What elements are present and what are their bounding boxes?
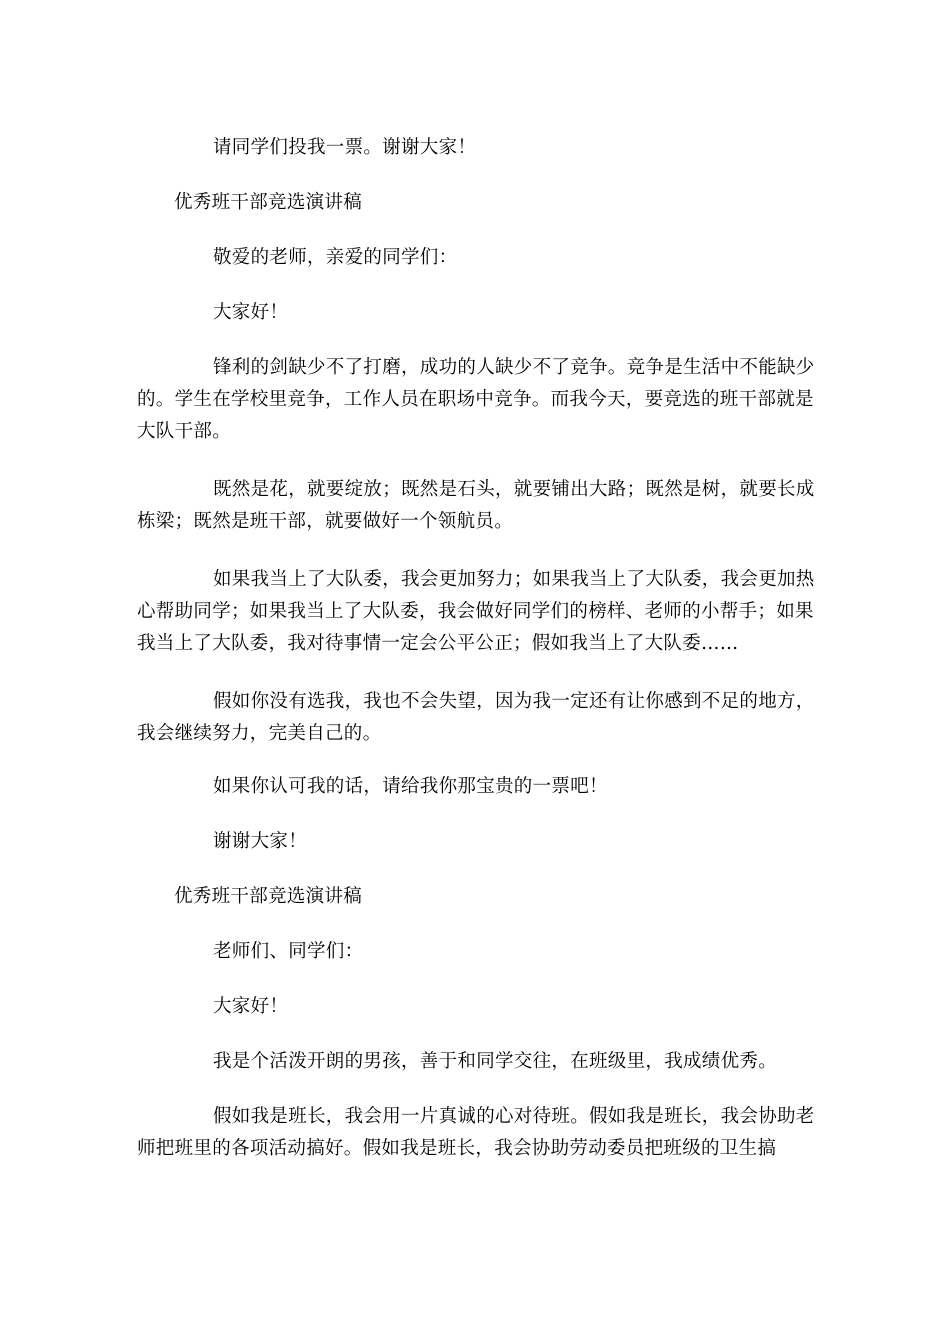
body-paragraph: 我是个活泼开朗的男孩，善于和同学交往，在班级里，我成绩优秀。 (213, 1051, 778, 1072)
body-paragraph: 如果你认可我的话，请给我你那宝贵的一票吧！ (213, 776, 608, 797)
greeting: 大家好！ (213, 996, 289, 1017)
salutation: 老师们、同学们： (213, 941, 364, 962)
section-title: 优秀班干部竞选演讲稿 (174, 192, 363, 213)
body-paragraph: 假如你没有选我，我也不会失望，因为我一定还有让你感到不足的地方，我会继续努力，完美自己的。 (137, 691, 815, 744)
thanks-line: 谢谢大家！ (213, 831, 308, 852)
greeting: 大家好！ (213, 302, 289, 323)
body-paragraph: 假如我是班长，我会用一片真诚的心对待班。假如我是班长，我会协助老师把班里的各项活动搞好。假如我是班长，我会协助劳动委员把班级的卫生搞 (137, 1106, 815, 1159)
salutation: 敬爱的老师，亲爱的同学们： (213, 247, 458, 268)
section-title: 优秀班干部竞选演讲稿 (174, 886, 363, 907)
closing-line: 请同学们投我一票。谢谢大家！ (213, 137, 477, 158)
body-paragraph: 既然是花，就要绽放；既然是石头，就要铺出大路；既然是树，就要长成栋梁；既然是班干部，就要做好一个领航员。 (137, 479, 815, 532)
body-paragraph: 如果我当上了大队委，我会更加努力；如果我当上了大队委，我会更加热心帮助同学；如果我当上了大队委，我会做好同学们的榜样、老师的小帮手；如果我当上了大队委，我对待事情一定会公平公正；假如我当上了大队委…… (137, 569, 815, 654)
body-paragraph: 锋利的剑缺少不了打磨，成功的人缺少不了竞争。竞争是生活中不能缺少的。学生在学校里竞争，工作人员在职场中竞争。而我今天，要竞选的班干部就是大队干部。 (137, 357, 815, 442)
